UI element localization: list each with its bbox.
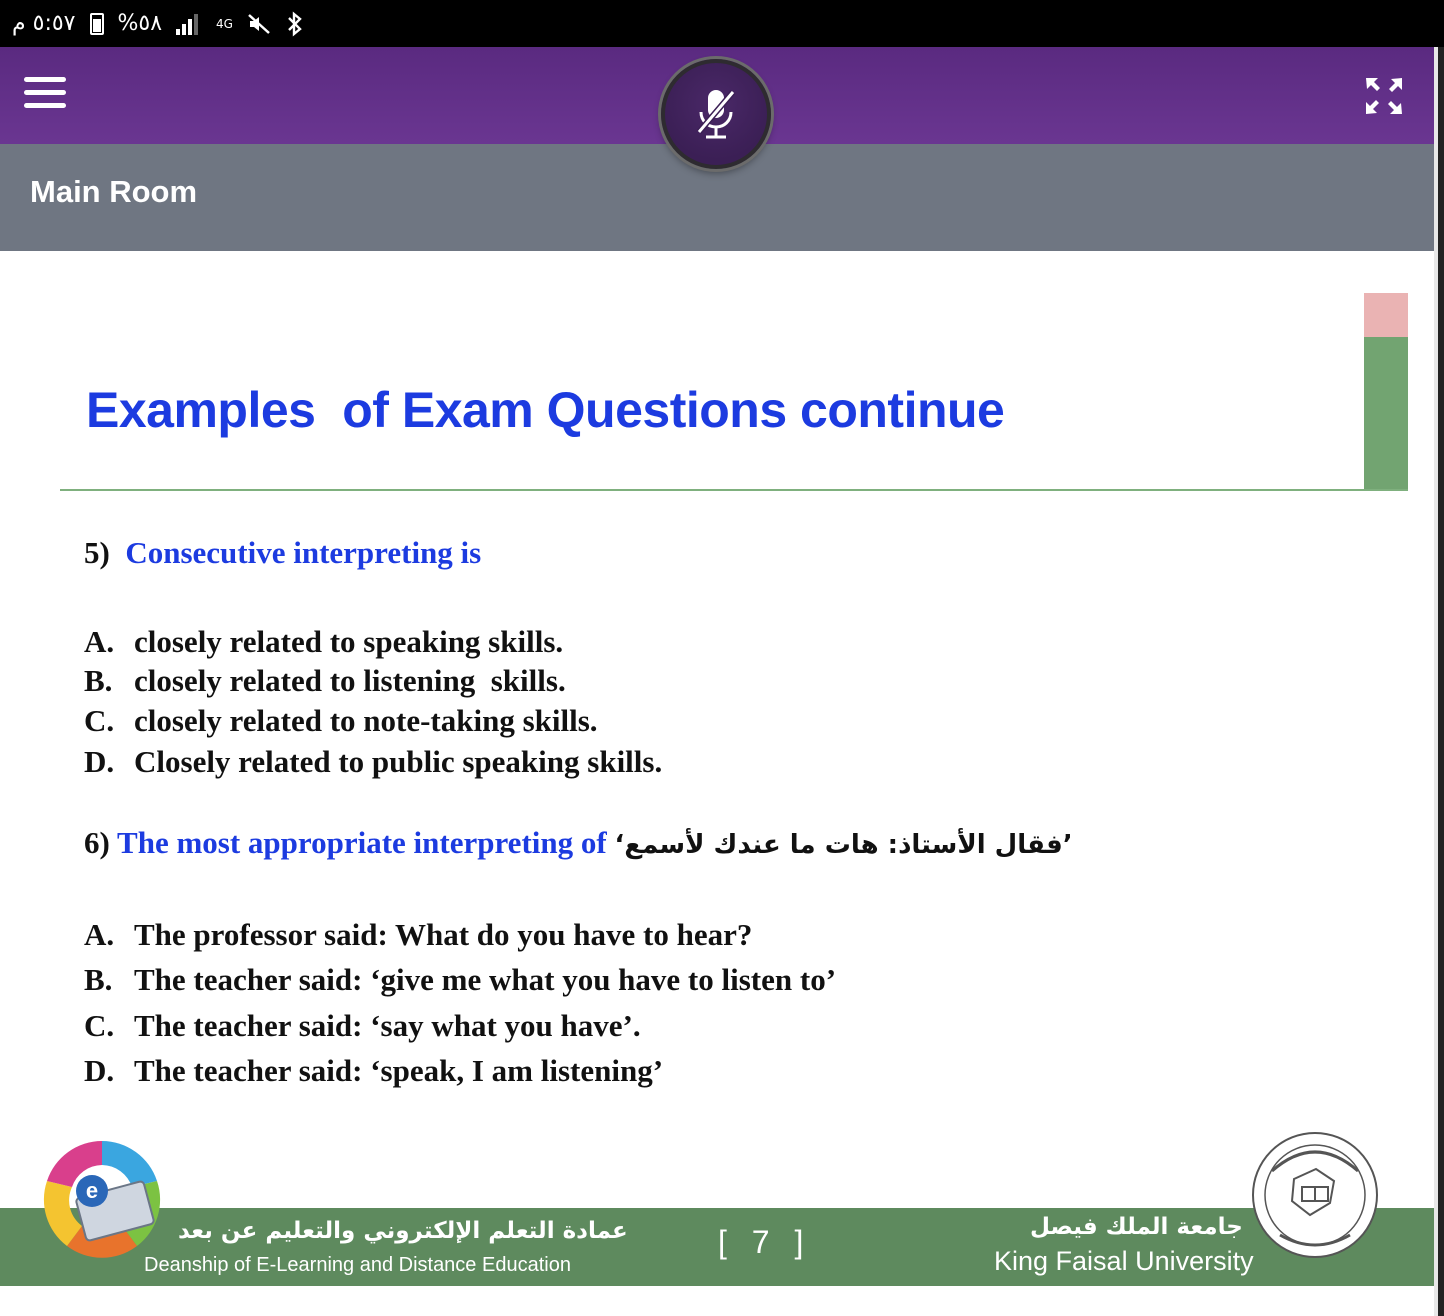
page-number: [ 7 ]	[718, 1224, 812, 1260]
option-text: The teacher said: ‘say what you have’.	[134, 1008, 641, 1043]
slide-footer	[0, 1208, 1434, 1286]
option-5d	[84, 744, 662, 780]
option-text: closely related to listening skills.	[134, 663, 566, 698]
mute-icon	[247, 12, 271, 36]
option-letter: B.	[84, 663, 113, 698]
elearning-logo-icon	[42, 1131, 164, 1271]
question-number: 6)	[84, 825, 110, 860]
slide-title: Examples of Exam Questions continue	[86, 382, 1005, 438]
option-letter: D.	[84, 744, 115, 779]
option-5b	[84, 663, 566, 699]
option-text: The professor said: What do you have to hear?	[134, 917, 753, 952]
question-number: 5)	[84, 535, 110, 570]
status-time: ٥:٥٧ م	[12, 11, 76, 36]
option-text: The teacher said: ‘give me what you have to listen to’	[134, 962, 837, 997]
university-english-name: King Faisal University	[994, 1246, 1254, 1276]
option-letter: A.	[84, 917, 115, 952]
option-5c	[84, 703, 598, 739]
option-text: The teacher said: ‘speak, I am listening’	[134, 1053, 664, 1088]
option-5a	[84, 624, 563, 660]
bluetooth-icon	[285, 11, 305, 37]
option-letter: D.	[84, 1053, 115, 1088]
battery-icon	[90, 13, 104, 35]
question-text: The most appropriate interpreting of	[117, 825, 607, 860]
university-seal-icon	[1246, 1131, 1384, 1259]
room-title: Main Room	[30, 174, 198, 209]
option-6c	[84, 1008, 641, 1044]
university-arabic-name: جامعة الملك فيصل	[1030, 1214, 1243, 1240]
network-type-label: 4G	[216, 16, 233, 31]
accent-block-green	[1364, 337, 1408, 491]
question-arabic-phrase: ‘فقال الأستاذ: هات ما عندك لأسمع’	[614, 830, 1073, 860]
battery-percentage: %٥٨	[117, 11, 163, 36]
deanship-arabic-name: عمادة التعلم الإلكتروني والتعليم عن بعد	[178, 1218, 628, 1244]
option-6d	[84, 1053, 663, 1089]
fullscreen-icon[interactable]	[1362, 74, 1406, 118]
option-letter: C.	[84, 1008, 115, 1043]
right-edge-panel	[1434, 47, 1444, 1316]
option-6a	[84, 917, 752, 953]
question-text: Consecutive interpreting is	[125, 535, 482, 570]
option-letter: B.	[84, 962, 113, 997]
option-6b	[84, 962, 836, 998]
status-bar	[0, 0, 1444, 47]
option-letter: A.	[84, 624, 115, 659]
signal-icon	[176, 13, 202, 35]
deanship-english-name: Deanship of E-Learning and Distance Education	[144, 1254, 571, 1276]
accent-block-pink	[1364, 293, 1408, 337]
option-text: Closely related to public speaking skills.	[134, 744, 663, 779]
title-divider	[60, 489, 1408, 491]
question-6	[84, 825, 1073, 861]
presentation-slide	[0, 251, 1434, 1316]
hamburger-menu-icon[interactable]	[24, 77, 68, 111]
option-text: closely related to note-taking skills.	[134, 703, 598, 738]
question-5	[84, 535, 481, 571]
svg-text:e: e	[85, 1178, 99, 1203]
option-text: closely related to speaking skills.	[134, 624, 564, 659]
option-letter: C.	[84, 703, 115, 738]
mic-muted-icon[interactable]	[661, 59, 771, 169]
